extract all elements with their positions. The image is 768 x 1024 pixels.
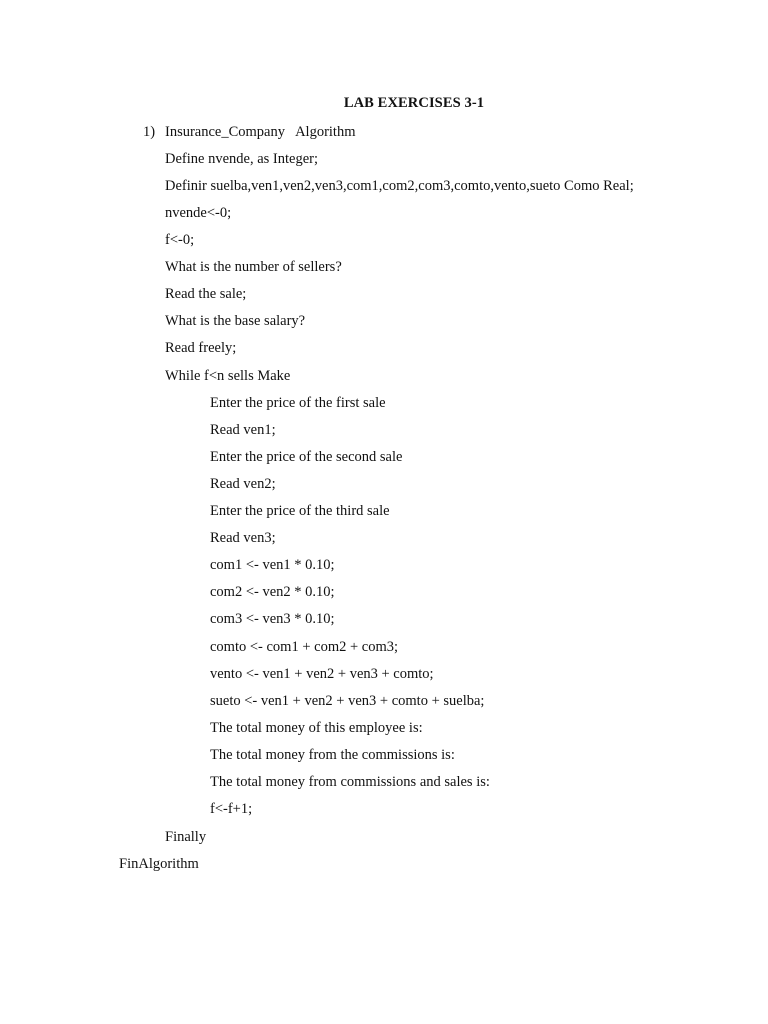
code-line: Enter the price of the first sale: [210, 395, 386, 411]
code-line: vento <- ven1 + ven2 + ven3 + comto;: [210, 666, 434, 682]
code-line: Define nvende, as Integer;: [165, 151, 318, 167]
item-number: 1): [143, 124, 156, 140]
code-line: com2 <- ven2 * 0.10;: [210, 584, 335, 600]
code-line: f<-0;: [165, 232, 195, 248]
code-line: Enter the price of the third sale: [210, 503, 390, 519]
code-line: Enter the price of the second sale: [210, 449, 403, 465]
code-line: Finally: [165, 829, 207, 845]
code-line: Read freely;: [165, 340, 237, 356]
code-line: Read ven2;: [210, 476, 276, 492]
code-line: f<-f+1;: [210, 801, 253, 817]
document-title: LAB EXERCISES 3-1: [343, 95, 485, 111]
code-line: nvende<-0;: [165, 205, 232, 221]
code-line: com1 <- ven1 * 0.10;: [210, 557, 335, 573]
code-line: What is the number of sellers?: [165, 259, 342, 275]
code-line: FinAlgorithm: [119, 856, 199, 872]
code-line: Read ven1;: [210, 422, 276, 438]
code-line: The total money from the commissions is:: [210, 747, 455, 763]
code-line: The total money of this employee is:: [210, 720, 423, 736]
code-line: com3 <- ven3 * 0.10;: [210, 611, 335, 627]
code-line: Definir suelba,ven1,ven2,ven3,com1,com2,com3,comto,vento,sueto Como Real;: [165, 178, 634, 194]
item-heading: Insurance_Company Algorithm: [165, 124, 356, 140]
code-line: Read ven3;: [210, 530, 276, 546]
code-line: What is the base salary?: [165, 313, 306, 329]
code-line: comto <- com1 + com2 + com3;: [210, 639, 399, 655]
code-line: Read the sale;: [165, 286, 247, 302]
code-line: sueto <- ven1 + ven2 + ven3 + comto + suelba;: [210, 693, 485, 709]
code-line: The total money from commissions and sales is:: [210, 774, 490, 790]
code-line: While f<n sells Make: [165, 368, 291, 384]
